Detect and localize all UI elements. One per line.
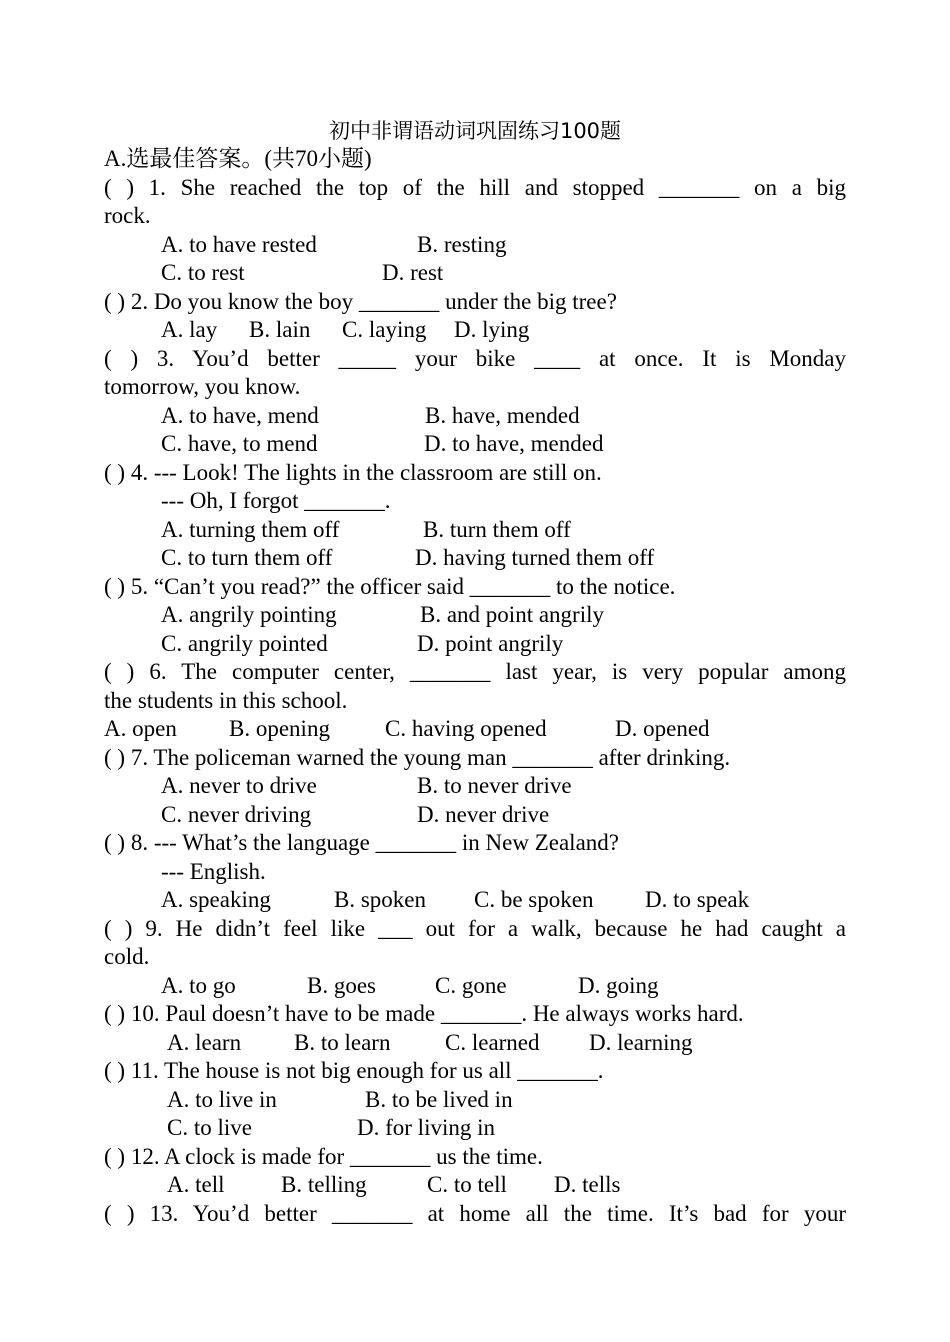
option-d: D. rest [382, 260, 444, 285]
question-1-stem-cont: rock. [104, 203, 151, 228]
question-4-options-row2 [104, 544, 846, 573]
question-6-options [104, 715, 846, 744]
option-c: C. have, to mend [161, 431, 318, 456]
question-11-options-row1 [104, 1086, 846, 1115]
question-1-options-row1 [104, 231, 846, 260]
option-a: A. turning them off [161, 516, 340, 542]
question-9-options [104, 972, 846, 1001]
question-9-stem: ( ) 9. He didn’t feel like ___ out for a walk, because he had caught a [104, 915, 846, 941]
option-c: C. angrily pointed [161, 630, 328, 656]
option-b: B. telling [281, 1172, 367, 1197]
question-3-stem-cont: tomorrow, you know. [104, 374, 301, 399]
option-a: A. never to drive [161, 773, 317, 798]
option-d: D. point angrily [417, 630, 564, 656]
option-c: C. never driving [161, 801, 312, 827]
option-b: B. lain [249, 317, 311, 342]
option-c: C. to tell [427, 1172, 507, 1197]
option-c: C. having opened [385, 716, 547, 741]
option-d: D. opened [615, 716, 710, 741]
question-4-stem-cont: --- Oh, I forgot _______. [161, 488, 391, 513]
option-a: A. tell [167, 1172, 225, 1197]
option-a: A. to live in [167, 1086, 277, 1112]
document-title: 初中非谓语动词巩固练习100题 [328, 119, 622, 143]
option-c: C. to turn them off [161, 545, 333, 570]
question-12-stem: ( ) 12. A clock is made for _______ us the time. [104, 1143, 543, 1169]
question-3-options-row1 [104, 402, 846, 431]
option-c: C. be spoken [474, 887, 594, 912]
option-b: B. resting [417, 231, 507, 257]
question-9-stem-cont: cold. [104, 944, 150, 969]
question-11-stem: ( ) 11. The house is not big enough for us all _______. [104, 1058, 604, 1083]
question-4-stem: ( ) 4. --- Look! The lights in the classroom are still on. [104, 459, 602, 485]
section-heading: A.选最佳答案。(共70小题) [104, 146, 372, 171]
question-1-options-row2 [104, 259, 846, 288]
option-b: B. and point angrily [420, 602, 604, 627]
option-c: C. gone [435, 972, 507, 998]
option-d: D. tells [554, 1172, 621, 1197]
question-1-stem: ( ) 1. She reached the top of the hill and stopped _______ on a big [104, 174, 846, 200]
question-6-stem-cont: the students in this school. [104, 687, 348, 713]
question-11-options-row2 [104, 1114, 846, 1143]
option-d: D. having turned them off [415, 545, 655, 570]
option-c: C. to rest [161, 260, 245, 285]
option-a: A. to have rested [161, 231, 317, 257]
option-a: A. open [104, 716, 177, 741]
option-a: A. lay [161, 317, 218, 342]
question-13-stem: ( ) 13. You’d better _______ at home all the time. It’s bad for your [104, 1200, 846, 1226]
option-c: C. learned [445, 1029, 540, 1055]
question-10-options [104, 1029, 846, 1058]
question-4-options-row1 [104, 516, 846, 545]
option-d: D. to have, mended [424, 431, 604, 456]
option-d: D. going [578, 972, 659, 998]
question-2-options [104, 316, 846, 345]
option-a: A. angrily pointing [161, 602, 337, 627]
question-12-options [104, 1171, 846, 1200]
question-3-options-row2 [104, 430, 846, 459]
question-5-options-row2 [104, 630, 846, 659]
option-b: B. turn them off [423, 516, 571, 542]
option-b: B. to learn [294, 1029, 391, 1055]
question-8-stem-cont: --- English. [161, 858, 266, 884]
question-7-stem: ( ) 7. The policeman warned the young man _______ after drinking. [104, 744, 731, 770]
option-d: D. learning [589, 1029, 693, 1055]
question-7-options-row1 [104, 772, 846, 801]
question-3-stem: ( ) 3. You’d better _____ your bike ____ at once. It is Monday [104, 345, 846, 371]
option-b: B. have, mended [425, 402, 580, 428]
question-2-stem: ( ) 2. Do you know the boy _______ under the big tree? [104, 288, 617, 314]
question-5-stem: ( ) 5. “Can’t you read?” the officer said _______ to the notice. [104, 573, 676, 599]
option-c: C. to live [167, 1115, 252, 1140]
option-c: C. laying [342, 317, 427, 342]
question-6-stem: ( ) 6. The computer center, _______ last year, is very popular among [104, 659, 846, 684]
option-b: B. to never drive [417, 773, 572, 798]
question-10-stem: ( ) 10. Paul doesn’t have to be made _______. He always works hard. [104, 1001, 744, 1026]
question-5-options-row1 [104, 601, 846, 630]
question-7-options-row2 [104, 801, 846, 830]
option-d: D. lying [454, 317, 530, 342]
question-8-stem: ( ) 8. --- What’s the language _______ in New Zealand? [104, 830, 619, 855]
question-list [104, 145, 846, 1228]
option-a: A. speaking [161, 887, 271, 912]
option-d: D. to speak [645, 887, 750, 912]
option-a: A. to have, mend [161, 402, 319, 428]
question-8-options [104, 886, 846, 915]
option-b: B. spoken [334, 887, 426, 912]
option-b: B. to be lived in [365, 1086, 513, 1112]
option-d: D. never drive [417, 801, 550, 827]
option-a: A. to go [161, 972, 236, 998]
option-b: B. goes [307, 972, 376, 998]
option-a: A. learn [167, 1029, 242, 1055]
option-d: D. for living in [357, 1115, 495, 1140]
option-b: B. opening [229, 716, 330, 741]
